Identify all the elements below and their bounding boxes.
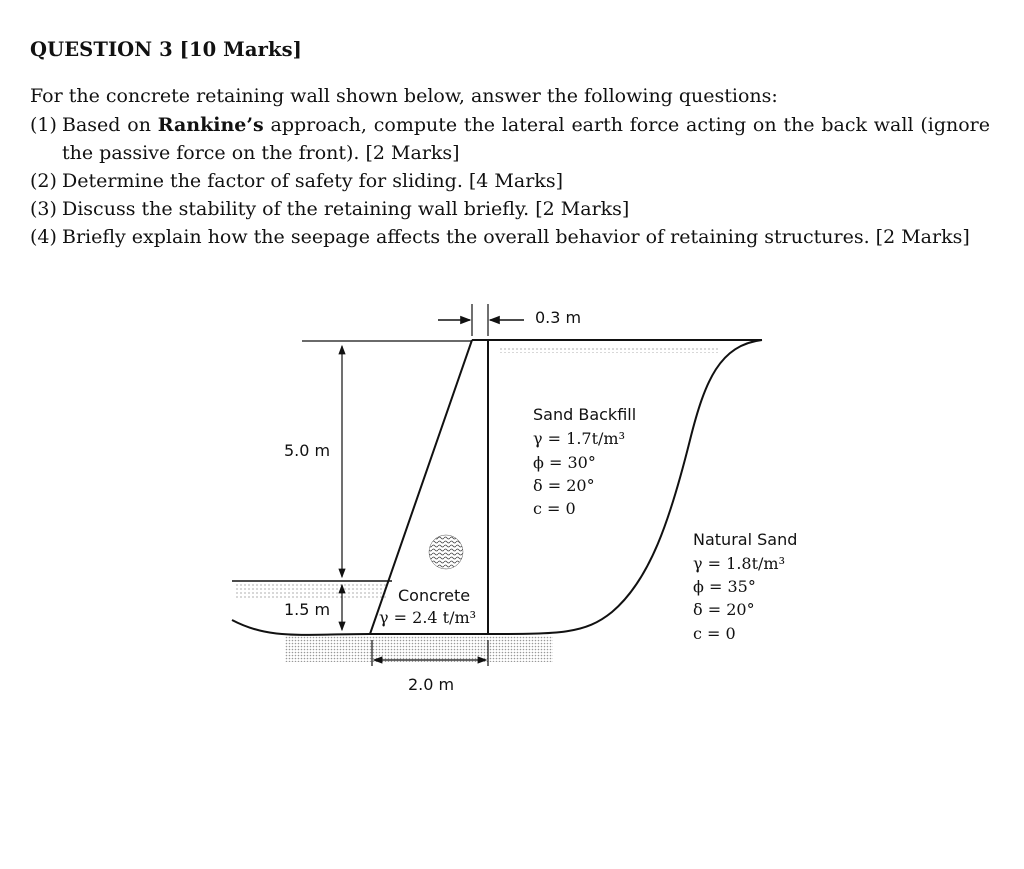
backfill-phi: ϕ = 30°: [533, 453, 596, 472]
natural-gamma: γ = 1.8t/m³: [693, 554, 785, 573]
ground-hatch-backfill: [500, 346, 720, 353]
dim-label-top: 0.3 m: [535, 308, 582, 327]
ground-hatch-base: [285, 636, 553, 662]
natural-delta: δ = 20°: [693, 600, 755, 619]
concrete-texture: [429, 535, 463, 569]
item-text-post: approach, compute the lateral earth force acting on the back wall (ignore the passive force on the front). [2 Marks]: [62, 114, 990, 164]
question-heading: QUESTION 3 [10 Marks]: [30, 38, 302, 61]
backfill-gamma: γ = 1.7t/m³: [533, 429, 625, 448]
item-number: (3): [30, 198, 57, 220]
item-text-bold: Rankine’s: [157, 114, 264, 136]
item-text: Discuss the stability of the retaining wall briefly. [2 Marks]: [62, 198, 630, 220]
item-number: (2): [30, 170, 57, 192]
dim-label-base: 2.0 m: [408, 675, 455, 694]
item-text: Briefly explain how the seepage affects the overall behavior of retaining structures. [2 Marks]: [62, 226, 970, 248]
item-number: (1): [30, 114, 57, 136]
dim-label-embed: 1.5 m: [284, 600, 331, 619]
item-number: (4): [30, 226, 57, 248]
backfill-title: Sand Backfill: [533, 405, 637, 424]
natural-phi: ϕ = 35°: [693, 577, 756, 596]
dim-label-height: 5.0 m: [284, 441, 331, 460]
backfill-delta: δ = 20°: [533, 476, 595, 495]
concrete-title: Concrete: [398, 586, 471, 605]
item-text-pre: Based on: [62, 114, 158, 136]
question-intro: For the concrete retaining wall shown below, answer the following questions:: [30, 85, 778, 107]
natural-cohesion: c = 0: [693, 624, 736, 643]
backfill-cohesion: c = 0: [533, 499, 576, 518]
item-text: Determine the factor of safety for sliding. [4 Marks]: [62, 170, 563, 192]
natural-title: Natural Sand: [693, 530, 798, 549]
ground-hatch-front: [236, 584, 388, 598]
concrete-gamma: γ = 2.4 t/m³: [379, 608, 477, 627]
